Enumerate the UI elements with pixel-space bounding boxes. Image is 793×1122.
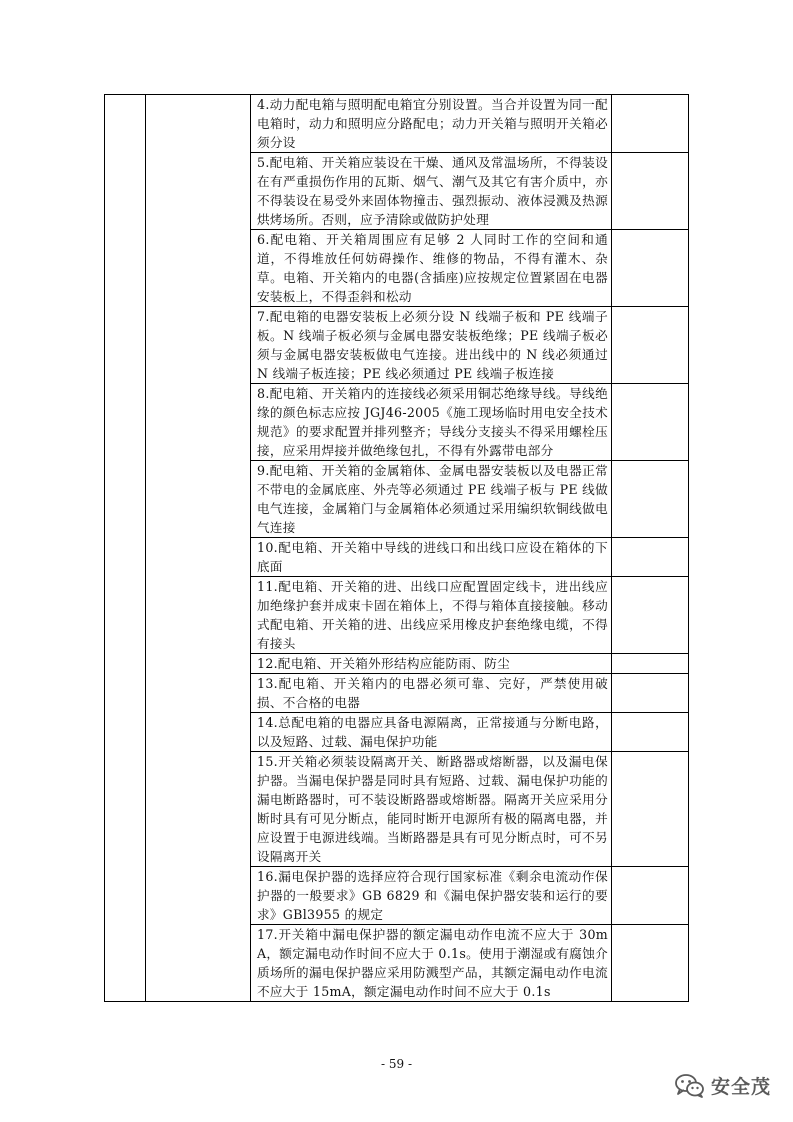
requirement-cell <box>251 752 612 867</box>
requirement-text: 10.配电箱、开关箱中导线的进线口和出线口应设在箱体的下底面 <box>257 540 608 574</box>
result-cell <box>612 95 689 153</box>
requirement-cell <box>251 925 612 1002</box>
result-cell <box>612 153 689 230</box>
result-cell <box>612 713 689 752</box>
requirement-text: 5.配电箱、开关箱应装设在干燥、通风及常温场所，不得装设在有严重损伤作用的瓦斯、烟气、潮气及其它有害介质中，亦不得装设在易受外来固体物撞击、强烈振动、液体浸溅及热源烘烤场所。否则，应予清除或做防护处理 <box>257 155 608 227</box>
requirement-cell <box>251 384 612 461</box>
requirement-text: 8.配电箱、开关箱内的连接线必须采用铜芯绝缘导线。导线绝缘的颜色标志应按 JGJ46-2005《施工现场临时用电安全技术规范》的要求配置并排列整齐；导线分支接头不得采用螺栓压接，应采用焊接并做绝缘包扎，不得有外露带电部分 <box>257 386 608 458</box>
result-cell <box>612 752 689 867</box>
requirement-text: 6.配电箱、开关箱周围应有足够 2 人同时工作的空间和通道，不得堆放任何妨碍操作、维修的物品，不得有灌木、杂草。电箱、开关箱内的电器(含插座)应按规定位置紧固在电器安装板上，不得歪斜和松动 <box>257 232 608 304</box>
requirement-text: 4.动力配电箱与照明配电箱宜分别设置。当合并设置为同一配电箱时，动力和照明应分路配电；动力开关箱与照明开关箱必须分设 <box>257 97 608 150</box>
watermark-text: 安全茂 <box>710 1076 771 1098</box>
requirement-cell <box>251 867 612 925</box>
result-cell <box>612 674 689 713</box>
requirement-cell <box>251 153 612 230</box>
requirement-cell <box>251 461 612 538</box>
requirement-cell <box>251 654 612 674</box>
requirement-cell <box>251 577 612 654</box>
result-cell <box>612 307 689 384</box>
requirement-text: 7.配电箱的电器安装板上必须分设 N 线端子板和 PE 线端子板。N 线端子板必须与金属电器安装板绝缘；PE 线端子板必须与金属电器安装板做电气连接。进出线中的 N 线必须通过 N 线端子板连接；PE 线必须通过 PE 线端子板连接 <box>257 309 608 381</box>
requirement-cell <box>251 538 612 577</box>
watermark <box>675 1072 771 1099</box>
subcategory-cell <box>146 95 251 1002</box>
result-cell <box>612 230 689 307</box>
result-cell <box>612 461 689 538</box>
result-cell <box>612 538 689 577</box>
requirement-cell <box>251 307 612 384</box>
result-cell <box>612 867 689 925</box>
requirement-text: 9.配电箱、开关箱的金属箱体、金属电器安装板以及电器正常不带电的金属底座、外壳等必须通过 PE 线端子板与 PE 线做电气连接，金属箱门与金属箱体必须通过采用编织软铜线做电气连接 <box>257 463 608 535</box>
page-number: - 59 - <box>380 1057 412 1071</box>
result-cell <box>612 925 689 1002</box>
result-cell <box>612 654 689 674</box>
requirement-text: 17.开关箱中漏电保护器的额定漏电动作电流不应大于 30mA，额定漏电动作时间不应大于 0.1s。使用于潮湿或有腐蚀介质场所的漏电保护器应采用防溅型产品，其额定漏电动作电流不应大于 15mA，额定漏电动作时间不应大于 0.1s <box>257 927 608 999</box>
requirement-cell <box>251 713 612 752</box>
requirement-text: 11.配电箱、开关箱的进、出线口应配置固定线卡，进出线应加绝缘护套并成束卡固在箱体上，不得与箱体直接接触。移动式配电箱、开关箱的进、出线应采用橡皮护套绝缘电缆，不得有接头 <box>257 579 608 651</box>
requirement-cell <box>251 230 612 307</box>
result-cell <box>612 384 689 461</box>
result-cell <box>612 577 689 654</box>
requirement-text: 15.开关箱必须装设隔离开关、断路器或熔断器，以及漏电保护器。当漏电保护器是同时具有短路、过载、漏电保护功能的漏电断路器时，可不装设断路器或熔断器。隔离开关应采用分断时具有可见分断点，能同时断开电源所有极的隔离电器，并应设置于电源进线端。当断路器是具有可见分断点时，可不另设隔离开关 <box>257 754 608 864</box>
requirement-text: 16.漏电保护器的选择应符合现行国家标准《剩余电流动作保护器的一般要求》GB 6829 和《漏电保护器安装和运行的要求》GBl3955 的规定 <box>257 869 608 922</box>
requirement-text: 14.总配电箱的电器应具备电源隔离，正常接通与分断电路，以及短路、过载、漏电保护功能 <box>257 715 608 749</box>
category-cell <box>105 95 146 1002</box>
requirement-cell <box>251 674 612 713</box>
table-row <box>105 95 689 153</box>
requirement-cell <box>251 95 612 153</box>
requirement-text: 12.配电箱、开关箱外形结构应能防雨、防尘 <box>257 656 511 671</box>
requirement-text: 13.配电箱、开关箱内的电器必须可靠、完好，严禁使用破损、不合格的电器 <box>257 676 608 710</box>
wechat-icon <box>675 1073 705 1099</box>
checklist-table <box>104 94 689 1002</box>
